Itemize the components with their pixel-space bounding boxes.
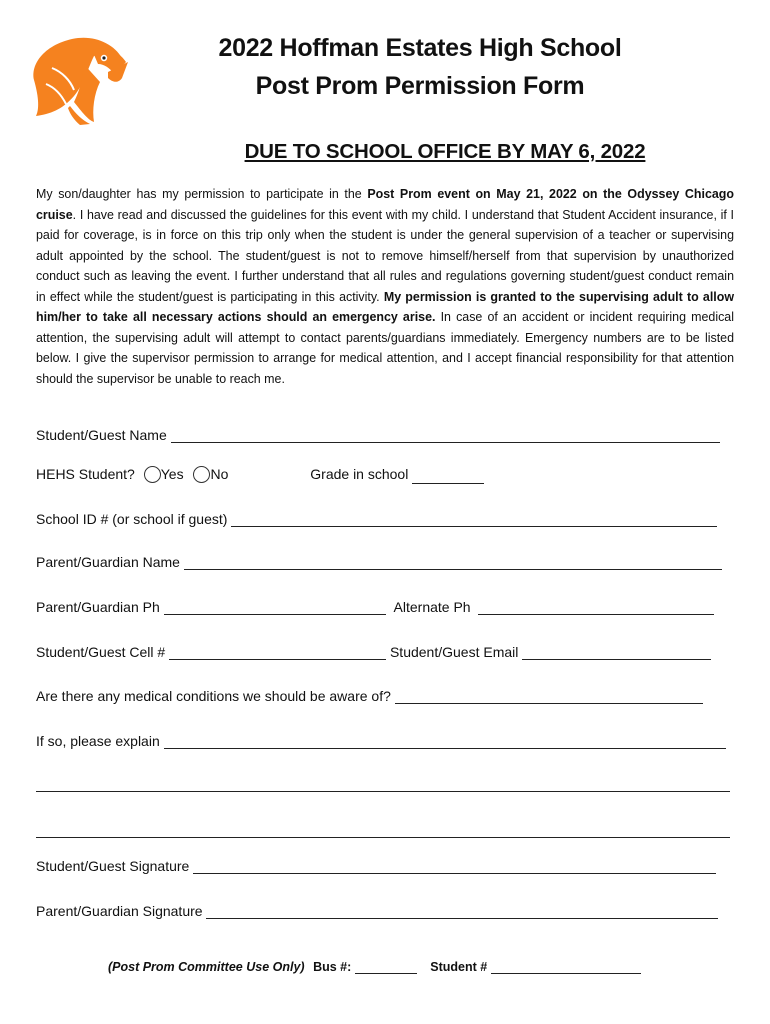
yes-radio[interactable] — [144, 466, 161, 483]
student-name-row — [36, 427, 720, 443]
student-cell-field[interactable] — [169, 644, 386, 660]
explain-line-field[interactable] — [36, 822, 730, 838]
student-email-field[interactable] — [522, 644, 711, 660]
school-id-row — [36, 511, 717, 527]
school-id-label: School ID # (or school if guest) — [36, 511, 228, 527]
parent-signature-row — [36, 903, 718, 919]
student-signature-label: Student/Guest Signature — [36, 858, 190, 874]
medical-label: Are there any medical conditions we should be aware of? — [36, 688, 391, 704]
due-date-notice: DUE TO SCHOOL OFFICE BY MAY 6, 2022 — [244, 140, 646, 163]
parent-signature-label: Parent/Guardian Signature — [36, 903, 203, 919]
student-email-label: Student/Guest Email — [389, 644, 519, 660]
explain-extra-line-2 — [36, 822, 730, 838]
no-radio[interactable] — [193, 466, 210, 483]
parent-phone-field[interactable] — [164, 599, 386, 615]
student-signature-row — [36, 858, 716, 874]
student-name-field[interactable] — [171, 427, 720, 443]
parent-signature-field[interactable] — [206, 903, 718, 919]
school-id-field[interactable] — [231, 511, 717, 527]
hehs-student-label: HEHS Student? — [36, 466, 135, 482]
hehs-student-row — [36, 466, 484, 484]
alternate-phone-field[interactable] — [478, 599, 714, 615]
medical-field[interactable] — [395, 688, 703, 704]
explain-line-field[interactable] — [36, 776, 730, 792]
explain-row — [36, 733, 726, 749]
yes-label: Yes — [160, 466, 184, 482]
committee-use-row — [108, 960, 641, 974]
parent-phone-label: Parent/Guardian Ph — [36, 599, 160, 615]
parent-name-label: Parent/Guardian Name — [36, 554, 180, 570]
explain-field[interactable] — [164, 733, 726, 749]
no-label: No — [210, 466, 229, 482]
alternate-phone-label: Alternate Ph — [393, 599, 471, 615]
permission-paragraph: My son/daughter has my permission to participate in the Post Prom event on May 21, 2022 on the Odyssey Chicago cruise. I have read and discussed the guidelines for this event with my child. I understand that Student Accident insurance, if I paid for coverage, is in force on this trip only when the student is under the general supervision of a teacher or supervising adult appointed by the school. The student/guest is not to remove himself/herself from that supervision by unauthorized conduct such as leaving the event. I further understand that all rules and regulations governing student/guest conduct remain in effect while the student/guest is participating in this activity. My permission is granted to the supervising adult to allow him/her to take all necessary actions should an emergency arise. In case of an accident or incident requiring medical attention, the supervising adult will attempt to contact parents/guardians immediately. Emergency numbers are to be listed below. I give the supervisor permission to arrange for medical attention, and I accept financial responsibility for that attention should the supervisor be unable to reach me. — [36, 187, 734, 386]
parent-name-row — [36, 554, 722, 570]
form-title-line1: 2022 Hoffman Estates High School — [218, 34, 622, 62]
cell-email-row — [36, 644, 711, 660]
grade-label: Grade in school — [310, 466, 409, 482]
explain-label: If so, please explain — [36, 733, 160, 749]
committee-use-label: (Post Prom Committee Use Only) — [108, 960, 305, 974]
student-cell-label: Student/Guest Cell # — [36, 644, 166, 660]
student-name-label: Student/Guest Name — [36, 427, 167, 443]
student-number-label: Student # — [430, 960, 488, 974]
explain-extra-line-1 — [36, 776, 730, 792]
bus-field[interactable] — [355, 961, 417, 974]
student-signature-field[interactable] — [193, 858, 716, 874]
form-title-line2: Post Prom Permission Form — [255, 72, 585, 100]
grade-field[interactable] — [412, 468, 484, 484]
medical-row — [36, 688, 703, 704]
phone-row — [36, 599, 714, 615]
hawk-head-icon — [22, 28, 130, 126]
student-number-field[interactable] — [491, 961, 641, 974]
bus-label: Bus #: — [313, 960, 352, 974]
parent-name-field[interactable] — [184, 554, 722, 570]
